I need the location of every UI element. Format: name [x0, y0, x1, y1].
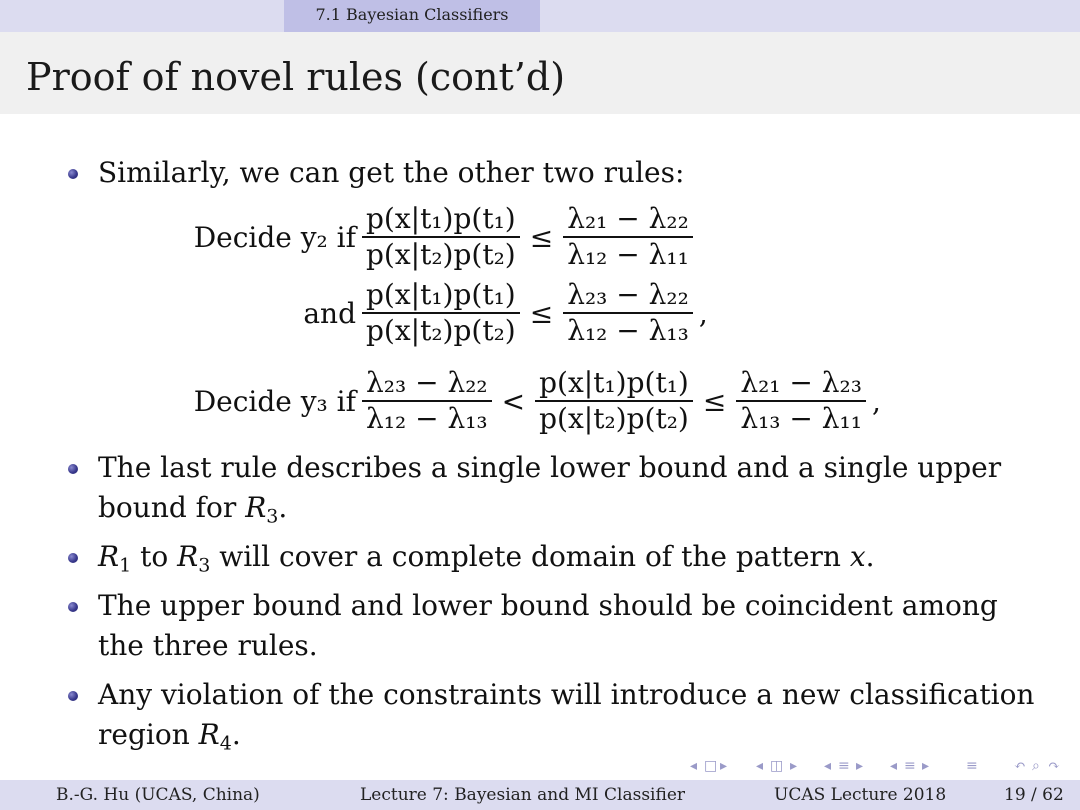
- footer-page-number: 19 / 62: [1004, 785, 1064, 805]
- comma: ,: [698, 296, 708, 330]
- bullet-icon: [68, 553, 78, 563]
- nav-back-icon[interactable]: ↶: [1014, 758, 1026, 774]
- relation-symbol: ≤: [529, 296, 554, 330]
- relation-symbol: ≤: [702, 384, 727, 418]
- bullet-icon: [68, 691, 78, 701]
- equation-row-2: [180, 278, 708, 348]
- navigation-symbols: [690, 758, 1070, 780]
- nav-subsection-toc-icon[interactable]: ≡: [904, 758, 916, 774]
- bullet-icon: [68, 169, 78, 179]
- nav-next-section-icon[interactable]: ▸: [856, 758, 864, 774]
- fraction-denominator: λ₁₂ − λ₁₃: [563, 312, 693, 348]
- bullet-icon: [68, 464, 78, 474]
- slide-title: Proof of novel rules (cont’d): [26, 55, 566, 99]
- bullet-3-text: $R_1$ to $R_3$ will cover a complete domain of the pattern x.: [98, 540, 875, 577]
- nav-next-frame-icon[interactable]: ▸: [720, 758, 728, 774]
- fraction-numerator: λ₂₁ − λ₂₂: [567, 202, 689, 235]
- fraction-numerator: p(x|t₁)p(t₁): [366, 278, 516, 311]
- nav-forward-icon[interactable]: ↷: [1048, 758, 1060, 774]
- likelihood-ratio: [362, 278, 520, 348]
- footer-event: UCAS Lecture 2018: [774, 785, 947, 805]
- fraction-numerator: p(x|t₁)p(t₁): [539, 366, 689, 399]
- likelihood-ratio: [535, 366, 693, 436]
- fraction-numerator: λ₂₃ − λ₂₂: [366, 366, 488, 399]
- fraction-numerator: λ₂₃ − λ₂₂: [567, 278, 689, 311]
- equation-row-3: [180, 366, 881, 436]
- equation-label: Decide y₃ if: [193, 384, 356, 418]
- nav-prev-subsection-icon[interactable]: ◂: [756, 758, 764, 774]
- nav-subsection-icon[interactable]: ◫: [770, 758, 784, 774]
- bullet-4-text: The upper bound and lower bound should be coincident among the three rules.: [98, 589, 998, 662]
- fraction-denominator: p(x|t₂)p(t₂): [535, 400, 693, 436]
- nav-prev-section-icon[interactable]: ◂: [824, 758, 832, 774]
- nav-next-subsection-icon[interactable]: ▸: [790, 758, 798, 774]
- relation-symbol: ≤: [529, 220, 554, 254]
- bullet-icon: [68, 602, 78, 612]
- fraction-numerator: λ₂₁ − λ₂₃: [740, 366, 862, 399]
- bullet-2-text: The last rule describes a single lower bound and a single upper bound for $R_3$.: [98, 451, 1002, 528]
- equation-label: Decide y₂ if: [193, 220, 356, 254]
- loss-ratio: [362, 366, 492, 436]
- loss-ratio: [736, 366, 866, 436]
- fraction-denominator: p(x|t₂)p(t₂): [362, 236, 520, 272]
- equation-label: and: [303, 296, 356, 330]
- nav-section-icon[interactable]: ≡: [838, 758, 850, 774]
- fraction-denominator: λ₁₃ − λ₁₁: [736, 400, 866, 436]
- section-tab[interactable]: 7.1 Bayesian Classifiers: [284, 0, 540, 32]
- loss-ratio: [563, 278, 693, 348]
- fraction-denominator: λ₁₂ − λ₁₃: [362, 400, 492, 436]
- fraction-denominator: p(x|t₂)p(t₂): [362, 312, 520, 348]
- likelihood-ratio: [362, 202, 520, 272]
- nav-frame-icon[interactable]: □: [704, 758, 718, 774]
- loss-ratio: [563, 202, 693, 272]
- nav-prev-frame-icon[interactable]: ◂: [690, 758, 698, 774]
- footer-lecture-title: Lecture 7: Bayesian and MI Classifier: [360, 785, 686, 805]
- fraction-denominator: λ₁₂ − λ₁₁: [563, 236, 693, 272]
- nav-toc-icon[interactable]: ≡: [966, 758, 978, 774]
- footer-author: B.-G. Hu (UCAS, China): [56, 785, 260, 805]
- bullet-1-text: Similarly, we can get the other two rules:: [98, 156, 685, 189]
- comma: ,: [871, 384, 881, 418]
- equation-row-1: [180, 202, 699, 272]
- nav-prev-section-icon[interactable]: ◂: [890, 758, 898, 774]
- nav-next-section-icon[interactable]: ▸: [922, 758, 930, 774]
- footer-bar: [0, 780, 1080, 810]
- bullet-5-text: Any violation of the constraints will introduce a new classification region $R_4$.: [98, 678, 1035, 755]
- nav-search-icon[interactable]: ⌕: [1032, 758, 1040, 774]
- relation-symbol: <: [501, 384, 526, 418]
- section-header-bar: [0, 0, 1080, 32]
- fraction-numerator: p(x|t₁)p(t₁): [366, 202, 516, 235]
